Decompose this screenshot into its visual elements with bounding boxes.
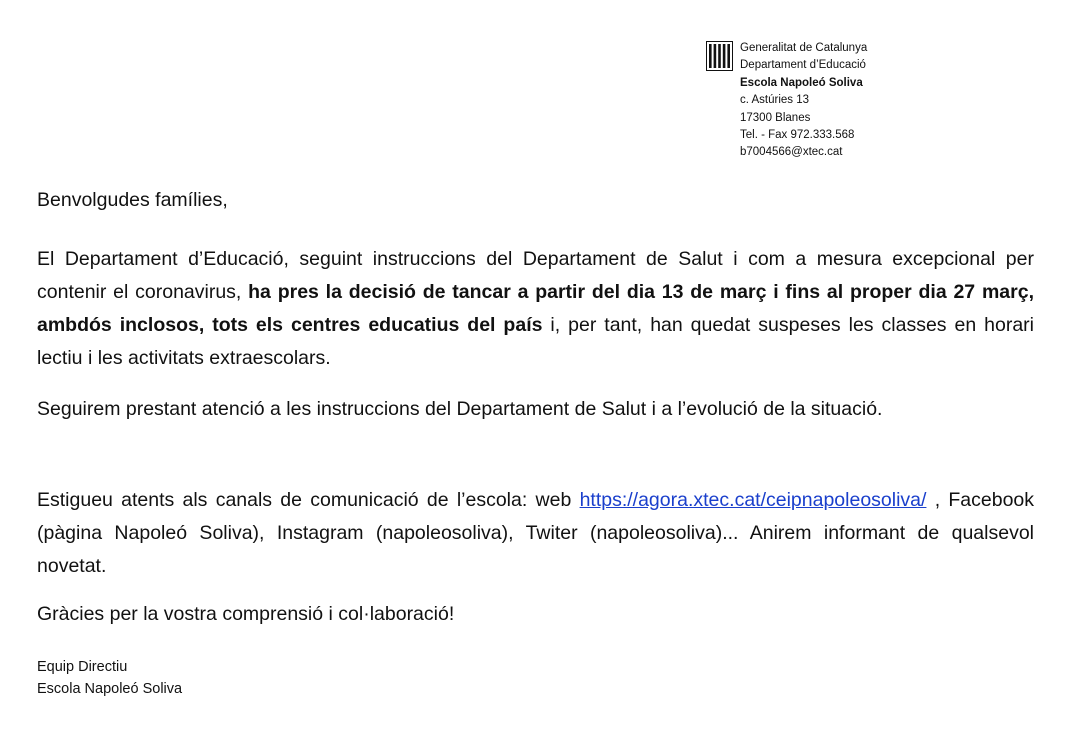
paragraph-announcement-bold: ha pres la decisió de tancar a partir del dia 13 de març i fins al proper dia 27 març, ambdós inclosos, tots els centres educatius del país	[37, 281, 1034, 336]
paragraph-followup: Seguirem prestant atenció a les instruccions del Departament de Salut i a l’evolució de la situació.	[37, 398, 883, 420]
letterhead-line1: Generalitat de Catalunya	[740, 42, 868, 54]
letterhead-text	[740, 40, 867, 162]
paragraph-announcement-text-1: El Departament d’Educació, seguint instruccions del Departament de Salut i com a mesura excepcional per contenir el coronavirus,	[37, 248, 1034, 303]
signature	[37, 656, 182, 700]
school-email: b7004566@xtec.cat	[740, 146, 843, 159]
paragraph-channels-text-2: , Facebook (pàgina Napoleó Soliva), Instagram (napoleosoliva), Twiter (napoleosoliva)... Anirem informant de qualsevol novetat.	[37, 489, 1035, 577]
paragraph-channels	[37, 484, 1034, 583]
paragraph-announcement	[37, 243, 1034, 375]
school-phone: Tel. - Fax 972.333.568	[740, 129, 855, 142]
school-website-link[interactable]: https://agora.xtec.cat/ceipnapoleosoliva/	[579, 489, 927, 511]
signature-line1: Equip Directiu	[37, 659, 128, 675]
signature-line2: Escola Napoleó Soliva	[37, 681, 183, 697]
school-address: c. Astúries 13	[740, 94, 810, 107]
paragraph-announcement-text-2: i, per tant, han quedat suspeses les classes en horari lectiu i les activitats extraescolars.	[37, 314, 1035, 369]
letter-greeting: Benvolgudes famílies,	[37, 189, 228, 211]
letterhead	[706, 40, 867, 162]
letterhead-line2: Departament d’Educació	[740, 59, 866, 72]
paragraph-channels-text-1: Estigueu atents als canals de comunicació de l’escola: web	[37, 489, 580, 511]
school-city: 17300 Blanes	[740, 111, 811, 124]
paragraph-thanks: Gràcies per la vostra comprensió i col·laboració!	[37, 603, 455, 625]
generalitat-logo-icon	[706, 41, 733, 71]
school-name: Escola Napoleó Soliva	[740, 76, 863, 89]
